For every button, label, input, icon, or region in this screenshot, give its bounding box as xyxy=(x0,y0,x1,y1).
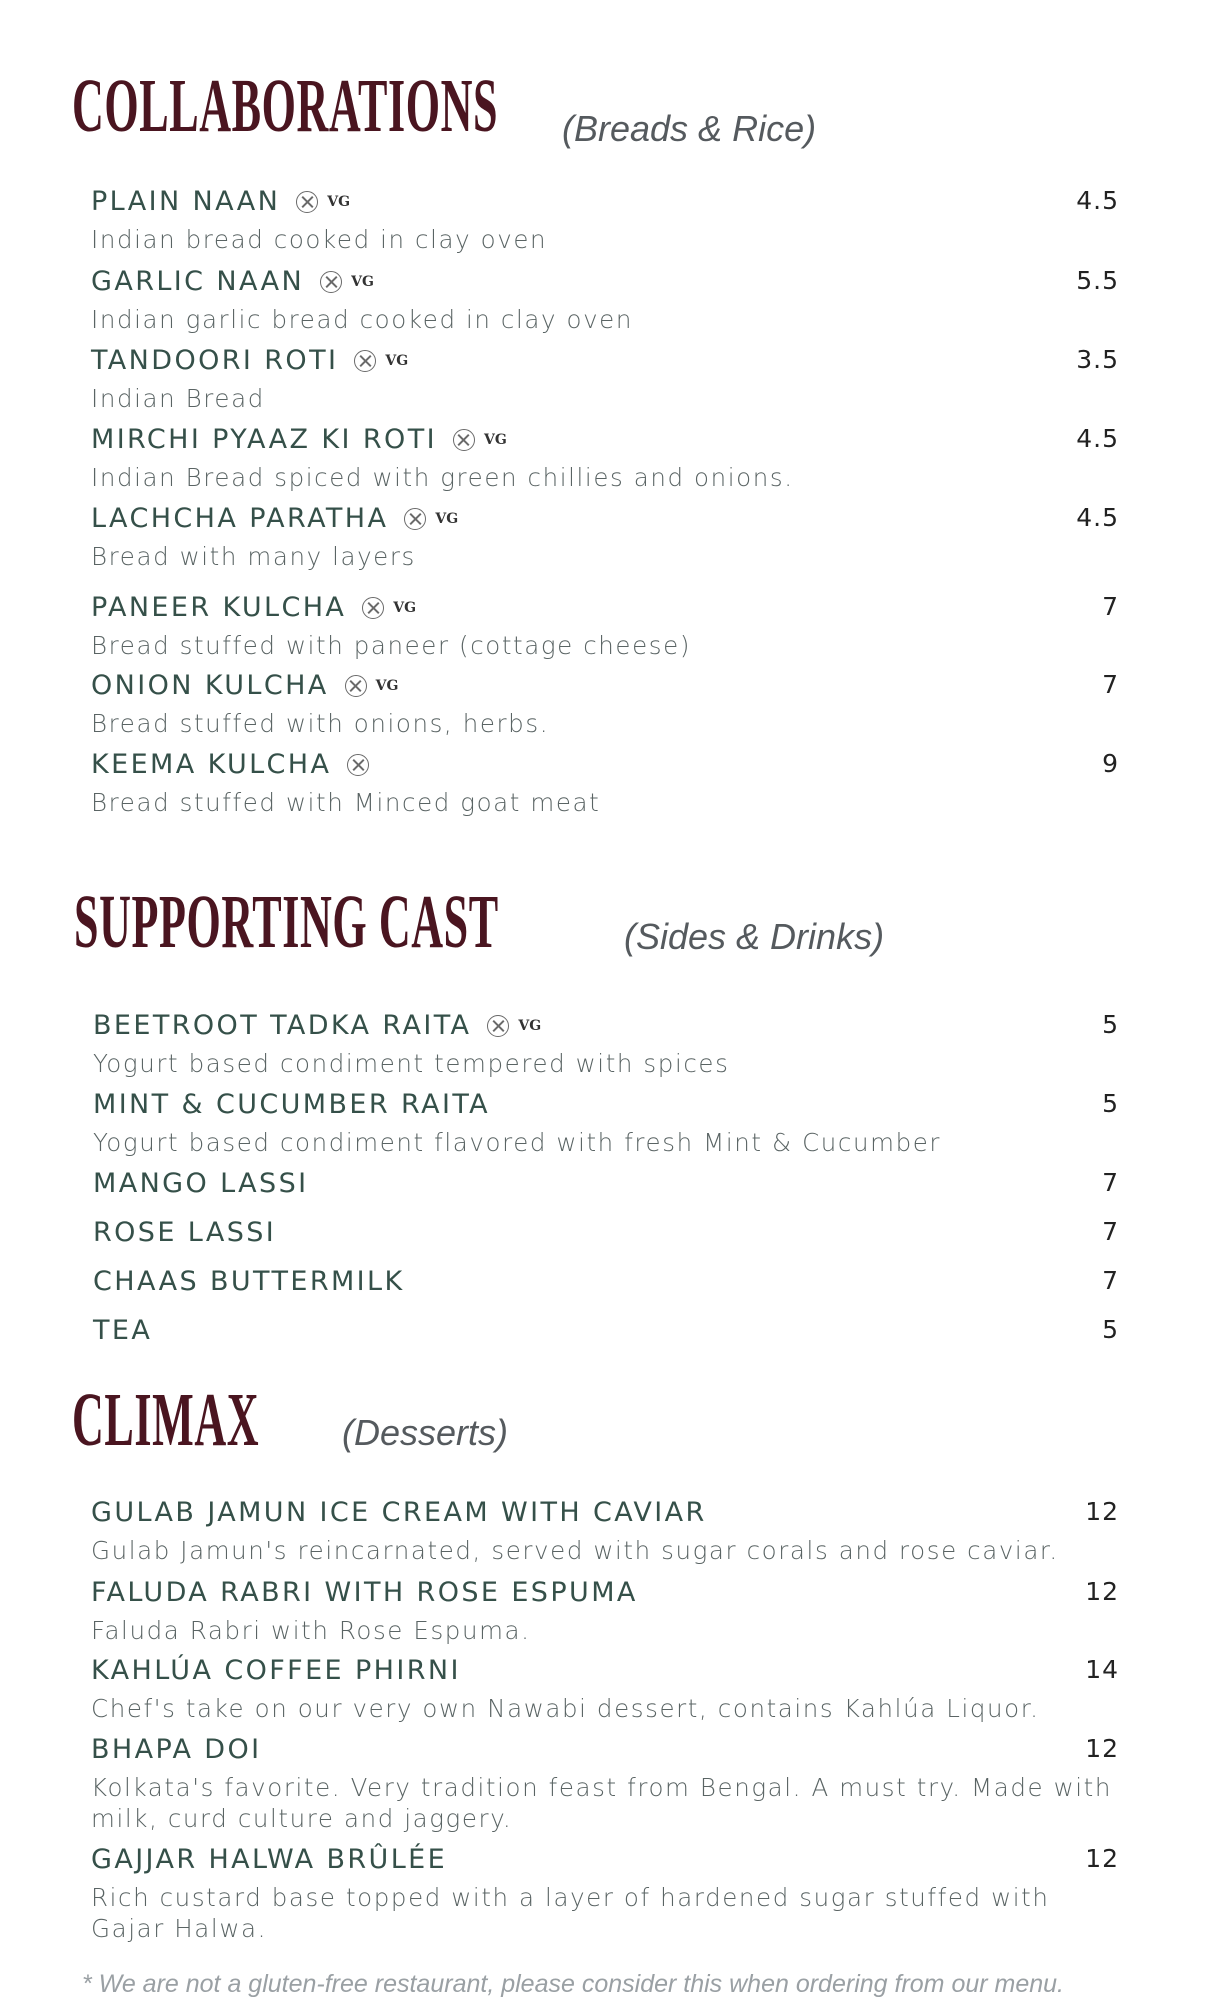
menu-item xyxy=(91,1844,1119,1944)
item-price: 5.5 xyxy=(1076,266,1119,295)
menu-item xyxy=(93,1168,1119,1206)
item-price: 12 xyxy=(1085,1497,1119,1526)
item-description: Bread stuffed with Minced goat meat xyxy=(91,788,601,817)
item-name: ONION KULCHA xyxy=(91,670,329,701)
section-header xyxy=(0,1376,1209,1496)
item-price: 4.5 xyxy=(1076,186,1119,215)
item-description: Kolkata's favorite. Very tradition feast from Bengal. A must try. Made with milk, curd culture and jaggery. xyxy=(91,1773,1112,1833)
gluten-free-icon xyxy=(347,754,369,776)
item-price: 4.5 xyxy=(1076,424,1119,453)
item-description: Bread stuffed with onions, herbs. xyxy=(91,709,550,738)
item-price: 5 xyxy=(1102,1089,1119,1118)
menu-item xyxy=(93,1315,1119,1353)
item-price: 7 xyxy=(1102,670,1119,699)
item-description: Indian garlic bread cooked in clay oven xyxy=(91,305,633,334)
menu-item xyxy=(91,1655,1119,1724)
item-description: Rich custard base topped with a layer of hardened sugar stuffed with Gajar Halwa. xyxy=(91,1883,1050,1943)
item-name: GULAB JAMUN ICE CREAM WITH CAVIAR xyxy=(91,1497,707,1528)
item-price: 14 xyxy=(1085,1655,1119,1684)
menu-item xyxy=(91,592,1119,661)
menu-item xyxy=(91,1497,1119,1566)
menu-item xyxy=(91,424,1119,493)
section-subtitle: (Desserts) xyxy=(342,1412,509,1453)
item-price: 7 xyxy=(1102,1168,1119,1197)
item-price: 4.5 xyxy=(1076,503,1119,532)
item-name: PANEER KULCHA xyxy=(91,592,347,623)
item-description: Chef's take on our very own Nawabi dessert, contains Kahlúa Liquor. xyxy=(91,1694,1040,1723)
item-name: KEEMA KULCHA xyxy=(91,749,332,780)
gluten-free-icon xyxy=(362,597,384,619)
menu-item xyxy=(91,186,1119,255)
item-name: MANGO LASSI xyxy=(93,1168,309,1199)
vegan-badge: VG xyxy=(375,677,399,694)
item-description: Yogurt based condiment tempered with spices xyxy=(93,1049,730,1078)
vegan-badge: VG xyxy=(518,1017,542,1034)
section-subtitle: (Breads & Rice) xyxy=(562,108,817,149)
item-description: Gulab Jamun's reincarnated, served with sugar corals and rose caviar. xyxy=(91,1536,1059,1565)
item-description: Yogurt based condiment flavored with fresh Mint & Cucumber xyxy=(93,1128,942,1157)
item-price: 5 xyxy=(1102,1315,1119,1344)
item-name: LACHCHA PARATHA xyxy=(91,503,389,534)
menu-item xyxy=(93,1266,1119,1304)
menu-item xyxy=(91,670,1119,739)
menu-item xyxy=(91,503,1119,572)
menu-item xyxy=(93,1010,1119,1079)
item-description: Bread with many layers xyxy=(91,542,416,571)
item-name: FALUDA RABRI WITH ROSE ESPUMA xyxy=(91,1577,638,1608)
vegan-badge: VG xyxy=(327,193,351,210)
item-price: 12 xyxy=(1085,1734,1119,1763)
item-name: CHAAS BUTTERMILK xyxy=(93,1266,405,1297)
gluten-free-icon xyxy=(404,508,426,530)
section-header xyxy=(0,58,1209,178)
item-description: Indian Bread xyxy=(91,384,265,413)
item-price: 12 xyxy=(1085,1577,1119,1606)
item-name: GARLIC NAAN xyxy=(91,266,305,297)
gluten-free-icon xyxy=(345,675,367,697)
item-name: MINT & CUCUMBER RAITA xyxy=(93,1089,490,1120)
menu-item xyxy=(93,1089,1119,1158)
menu-item xyxy=(91,345,1119,414)
gluten-free-icon xyxy=(296,191,318,213)
gluten-free-icon xyxy=(320,271,342,293)
item-price: 5 xyxy=(1102,1010,1119,1039)
item-price: 9 xyxy=(1102,749,1119,778)
item-price: 7 xyxy=(1102,592,1119,621)
menu-item xyxy=(91,266,1119,335)
item-name: MIRCHI PYAAZ KI ROTI xyxy=(91,424,437,455)
vegan-badge: VG xyxy=(483,431,507,448)
menu-item xyxy=(91,1577,1119,1646)
vegan-badge: VG xyxy=(435,510,459,527)
item-price: 3.5 xyxy=(1076,345,1119,374)
item-description: Faluda Rabri with Rose Espuma. xyxy=(91,1616,531,1645)
vegan-badge: VG xyxy=(385,352,409,369)
item-name: KAHLÚA COFFEE PHIRNI xyxy=(91,1655,461,1686)
section-header xyxy=(0,874,1209,994)
section-title: COLLABORATIONS xyxy=(72,64,499,148)
item-price: 7 xyxy=(1102,1266,1119,1295)
item-description: Bread stuffed with paneer (cottage cheese) xyxy=(91,631,691,660)
gluten-disclaimer: * We are not a gluten-free restaurant, please consider this when ordering from our menu. xyxy=(82,1970,1065,1998)
item-name: BEETROOT TADKA RAITA xyxy=(93,1010,472,1041)
menu-item xyxy=(91,749,1119,818)
item-description: Indian bread cooked in clay oven xyxy=(91,225,548,254)
vegan-badge: VG xyxy=(393,599,417,616)
menu-item xyxy=(93,1217,1119,1255)
item-name: ROSE LASSI xyxy=(93,1217,277,1248)
gluten-free-icon xyxy=(487,1015,509,1037)
gluten-free-icon xyxy=(453,429,475,451)
item-name: TANDOORI ROTI xyxy=(91,345,339,376)
item-name: TEA xyxy=(93,1315,153,1346)
item-name: PLAIN NAAN xyxy=(91,186,281,217)
section-title: SUPPORTING CAST xyxy=(74,880,499,964)
item-price: 12 xyxy=(1085,1844,1119,1873)
item-description: Indian Bread spiced with green chillies and onions. xyxy=(91,463,794,492)
section-title: CLIMAX xyxy=(72,1378,260,1462)
section-subtitle: (Sides & Drinks) xyxy=(624,916,885,957)
gluten-free-icon xyxy=(354,350,376,372)
item-price: 7 xyxy=(1102,1217,1119,1246)
item-name: BHAPA DOI xyxy=(91,1734,262,1765)
menu-item xyxy=(91,1734,1119,1834)
item-name: GAJJAR HALWA BRÛLÉE xyxy=(91,1844,448,1875)
vegan-badge: VG xyxy=(351,273,374,290)
